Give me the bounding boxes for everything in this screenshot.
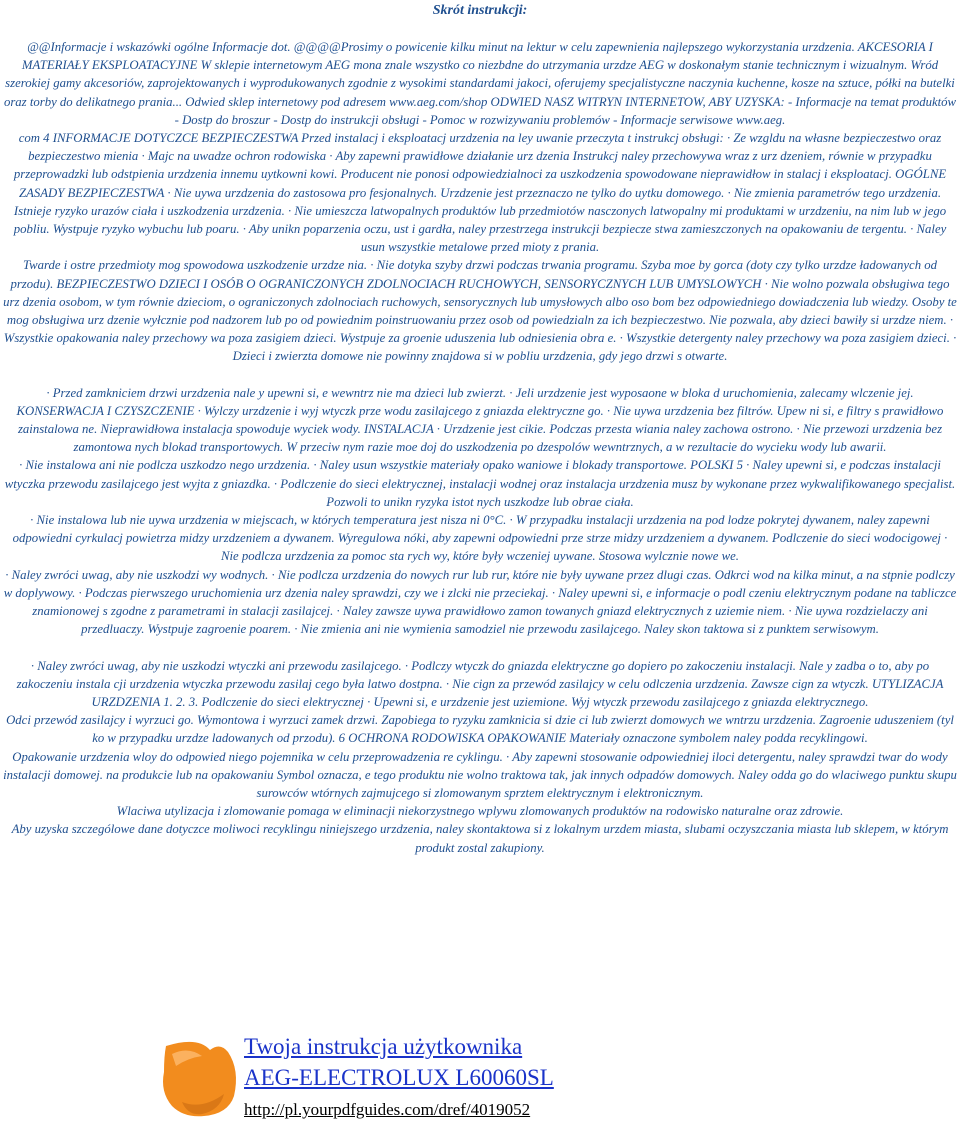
url-link[interactable]: http://pl.yourpdfguides.com/dref/4019052 [244,1100,531,1119]
model-link[interactable]: AEG-ELECTROLUX L60060SL [244,1065,554,1090]
footer-links [158,1032,918,1124]
paragraph: Istnieje ryzyko urazów ciała i uszkodzenia urzdzenia. · Nie umieszcza latwopalnych produktów lub przedmiotów nasczonych latwopalny mi produktami w urzdzeniu, na nim lub w jego pobliu. Wystpuje ryzyko wybuchu lub poaru. · Aby unikn poparzenia oczu, ust i gardła, naley przestrzega instrukcji bezpiecze stwa zamieszczonych na opakowaniu de tergentu. · Naley usun wszystkie metalowe przed mioty z prania. [13,203,947,255]
paragraph: · Naley zwróci uwag, aby nie uszkodzi wtyczki ani przewodu zasilajcego. · Podlczy wtyczk do gniazda elektryczne go dopiero po zakoczeniu instalacji. Nale y zadba o to, aby po zakoczeniu instala cji urzdzenia wtyczka przewodu zasilaj cego była latwo dostpna. · Nie cign za przewód zasilajcy w celu odlczenia urzdzenia. Zawsze cign za wtyczk. UTYLIZACJA URZDZENIA 1. 2. 3. Podlczenie do sieci elektrycznej · Upewni si, e urzdzenie jest uziemione. Wyj wtyczk przewodu zasilajcego z gniazda elektrycznego. [16,658,944,709]
paragraph: · Przed zamkniciem drzwi urzdzenia nale y upewni si, e wewntrz nie ma dzieci lub zwierzt. · Jeli urzdzenie jest wyposaone w bloka d uruchomienia, zalecamy wlczenie jej. KONSERWACJA I CZYSZCZENIE · Wylczy urzdzenie i wyj wtyczk prze wodu zasilajcego z gniazda elektryczne go. · Nie uywa urzdzenia bez filtrów. Upew ni si, e filtry s prawidłowo zainstalowa ne. Nieprawidłowa instalacja spowoduje wyciek wody. INSTALACJA · Urzdzenie jest cikie. Podczas przesta wiania naley zachowa ostrono. · Nie przewozi urzdzenia bez zamontowa nych blokad transportowych. W przeciw nym razie moe doj do uszkodzenia po dzespolów wewntrznych, a w rezultacie do wycieku wody lub awarii. [16,385,944,455]
paragraph: Twarde i ostre przedmioty mog spowodowa uszkodzenie urzdze nia. · Nie dotyka szyby drzwi podczas trwania programu. Szyba moe by gorca (doty czy tylko urzdze ładowanych od przodu). BEZPIECZESTWO DZIECI I OSÓB O OGRANICZONYCH ZDOLNOCIACH RUCHOWYCH, SENSORYCZNYCH LUB UMYSLOWYCH · Nie wolno pozwala obsługiwa tego urz dzenia osobom, w tym równie dzieciom, o ograniczonych zdolnociach ruchowych, sensorycznych lub umysłowych albo oso bom bez odpowiedniego dowiadczenia lub wiedzy. Osoby te mog obsługiwa urz dzenie wyłcznie pod nadzorem lub po od powiednim poinstruowaniu przez osob od powiedzialn za ich bezpieczestwo. Nie pozwala, aby dzieci bawiły si urzdze niem. · Wszystkie opakowania naley przechowy wa poza zasigiem dzieci. Wystpuje za groenie uduszenia lub odniesienia obra e. · Wszystkie detergenty naley przechowy wa poza zasigiem dzieci. · Dzieci i zwierzta domowe nie powinny znajdowa si w pobliu urzdzenia, gdy jego drzwi s otwarte. [3,258,957,364]
pdfguides-logo-icon [158,1036,242,1120]
page-title: Skrót instrukcji: [432,3,528,18]
paragraph: · Nie instalowa lub nie uywa urzdzenia w miejscach, w których temperatura jest nisza ni 0°C. · W przypadku instalacji urzdzenia na pod lodze pokrytej dywanem, naley zapewni odpowiedni cyrkulacj powietrza midzy urzdzeniem a dywanem. Wyregulowa nóki, aby zapewni odpowiedni prze strze midzy urzdzeniem a dywanem. Podlczenie do sieci wodocigowej · Nie podlcza urzdzenia za pomoc sta rych wy, które były wczeniej uywane. Stosowa wylcznie nowe we. [12,513,948,564]
paragraph-gap [3,366,957,384]
paragraph: Aby uzyska szczególowe dane dotyczce moliwoci recyklingu niniejszego urzdzenia, naley skontaktowa si z lokalnym urzdem miasta, slubami oczyszczania miasta lub sklepem, w którym produkt zostal zakupiony. [11,822,949,855]
paragraph: Opakowanie urzdzenia wloy do odpowied niego pojemnika w celu przeprowadzenia re cyklingu. · Aby zapewni stosowanie odpowiedniej iloci detergentu, naley sprawdzi twar do wody instalacji domowej. na produkcie lub na opakowaniu Symbol oznacza, e tego produktu nie wolno traktowa tak, jak innych odpadów domowych. Naley odda go do wlaciwego punktu skupu surowców wtórnych zajmujcego si zlomowanym sprztem elektrycznym i elektronicznym. [3,749,957,800]
manual-text [3,38,957,857]
paragraph: @@Informacje i wskazówki ogólne Informacje dot. @@@@Prosimy o powicenie kilku minut na lektur w celu zapewnienia najlepszego wykorzystania urzdzenia. AKCESORIA I MATERIAŁY EKSPLOATACYJNE W sklepie internetowym AEG mona znale wszystko co niezbdne do utrzymania urzdze AEG w doskonałym stanie technicznym i wizualnym. Wród szerokiej gamy akcesoriów, zaprojektowanych i wyprodukowanych zgodnie z wysokimi standardami jakoci, oferujemy specjalistyczne naczynia kuchenne, kosze na sztuce, półki na butelki oraz torby do delikatnego prania... Odwied sklep internetowy pod adresem www.aeg.com/shop ODWIED NASZ WITRYN INTERNETOW, ABY UZYSKA: - Informacje na temat produktów - Dostp do broszur - Dostp do instrukcji obsługi - Pomoc w rozwizywaniu problemów - Informacje serwisowe www.aeg. [3,40,957,127]
paragraph: com 4 INFORMACJE DOTYCZCE BEZPIECZESTWA Przed instalacj i eksploatacj urzdzenia na ley uwanie przeczyta t instrukcj obsługi: · Ze wzgldu na własne bezpieczestwo oraz bezpieczestwo mienia · Majc na uwadze ochron rodowiska · Aby zapewni prawidłowe działanie urz dzenia Instrukcj naley przechowywa wraz z urz dzeniem, równie w przypadku przeprowadzki lub odstpienia urzdzenia innemu uytkowni kowi. Producent nie ponosi odpowiedzialnoci za uszkodzenia spowodowane nieprawidłow in stalacj i eksploatacj. OGÓLNE ZASADY BEZPIECZESTWA · Nie uywa urzdzenia do zastosowa pro fesjonalnych. Urzdzenie jest przeznaczo ne tylko do uytku domowego. · Nie zmienia parametrów tego urzdzenia. [13,131,947,200]
paragraph: Wlaciwa utylizacja i zlomowanie pomaga w eliminacji niekorzystnego wplywu zlomowanych produktów na rodowisko naturalne oraz zdrowie. [116,804,844,819]
paragraph: · Nie instalowa ani nie podlcza uszkodzo nego urzdzenia. · Naley usun wszystkie materiały opako waniowe i blokady transportowe. POLSKI 5 · Naley upewni si, e podczas instalacji wtyczka przewodu zasilajcego jest wyjta z gniazdka. · Podlczenie do sieci elektrycznej, instalacji wodnej oraz instalacja urzdzenia musz by wykonane przez wykwalifikowanego specjalist. Pozwoli to unikn ryzyka istot nych uszkodze lub obrae ciała. [4,458,956,509]
paragraph: Odci przewód zasilajcy i wyrzuci go. Wymontowa i wyrzuci zamek drzwi. Zapobiega to ryzyku zamknicia si dzie ci lub zwierzt domowych we wntrzu urzdzenia. Zagroenie uduszeniem (tyl ko w przypadku urzdze ladowanych od przodu). 6 OCHRONA RODOWISKA OPAKOWANIE Materiały oznaczone symbolem naley podda recyklingowi. [6,713,954,746]
paragraph-gap [3,639,957,657]
link-block [244,1032,554,1121]
paragraph: · Naley zwróci uwag, aby nie uszkodzi wy wodnych. · Nie podlcza urzdzenia do nowych rur lub rur, które nie były uywane przez dlugi czas. Odkrci wod na kilka minut, a na stpnie podlczy w doplywowy. · Podczas pierwszego uruchomienia urz dzenia naley sprawdzi, czy we i zlcki nie przeciekaj. · Naley upewni si, e informacje o podl czeniu elektrycznym podane na tabliczce znamionowej s zgodne z parametrami in stalacji zasilajcej. · Naley zawsze uywa prawidłowo zamon towanych gniazd elektrycznych z uziemie niem. · Nie uywa rozdzielaczy ani przedluaczy. Wystpuje zagroenie poarem. · Nie zmienia ani nie wymienia samodziel nie przewodu zasilajcego. Naley skon taktowa si z punktem serwisowym. [3,567,957,637]
manual-link[interactable]: Twoja instrukcja użytkownika [244,1034,523,1059]
